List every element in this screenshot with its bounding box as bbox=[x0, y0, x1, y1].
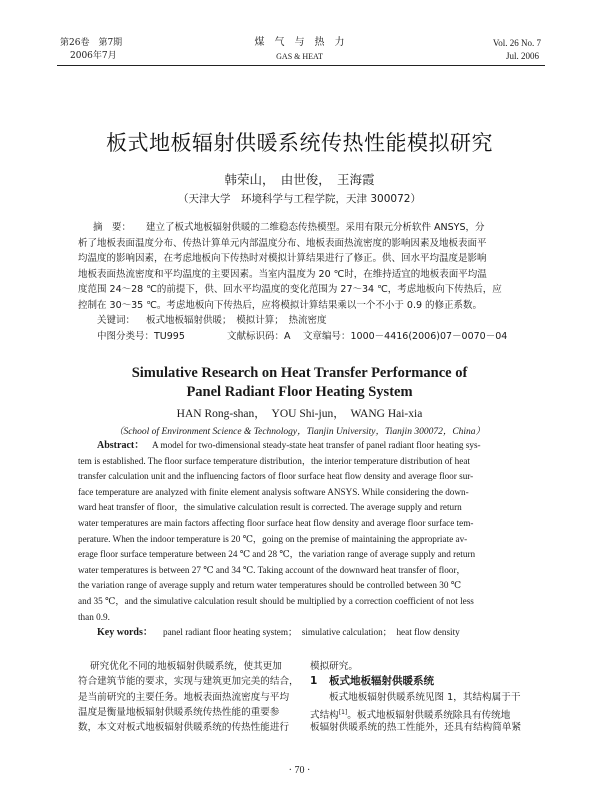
abstract-en-line: face temperature are analyzed with finite element analysis software ANSYS. While considering the down- bbox=[78, 486, 469, 497]
abstract-cn-line: 度范围 24～28 ℃的前提下，供、回水平均温度的变化范围为 27～34 ℃，考虑地板向下传热后，应 bbox=[78, 284, 502, 295]
abstract-en-line: than 0.9. bbox=[78, 611, 110, 622]
body-right-line: 板辐射供暖系统的热工性能外，还具有结构简单紧 bbox=[310, 722, 522, 734]
body-left-line: 符合建筑节能的要求，实现与建筑更加完美的结合， bbox=[78, 676, 299, 688]
body-left-line: 研究优化不同的地板辐射供暖系统，使其更加 bbox=[90, 661, 282, 672]
keywords-en: panel radiant floor heating system； simulative calculation； heat flow density bbox=[163, 627, 460, 638]
body-left-line: 数，本文对板式地板辐射供暖系统的传热性能进行 bbox=[78, 722, 290, 734]
document-code: 文献标识码：A bbox=[227, 330, 291, 342]
abstract-cn-line: 控制在 30～35 ℃。考虑地板向下传热后，应将模拟计算结果乘以一个不小于 0.9 的修正系数。 bbox=[78, 299, 483, 311]
abstract-cn-line: 析了地板表面温度分布、传热计算单元内部温度分布、地板表面热流密度的影响因素及地板表面平 bbox=[78, 237, 487, 249]
section-heading: 板式地板辐射供暖系统 bbox=[329, 675, 434, 688]
journal-name: 煤 气 与 热 力 bbox=[254, 37, 345, 48]
abstract-en-line: and 35 ℃，and the simulative calculation result should be multiplied by a correction coefficient of not less bbox=[78, 596, 474, 606]
page-number: · 70 · bbox=[288, 765, 311, 776]
section-number: 1 bbox=[310, 675, 318, 688]
abstract-cn-line: 地板表面热流密度和平均温度的主要因素。当室内温度为 20 ℃时，在维持适宜的地板表面平均温 bbox=[78, 268, 487, 280]
abstract-en-label: Abstract： bbox=[97, 440, 145, 451]
authors-en: HAN Rong-shan， YOU Shi-jun， WANG Hai-xia bbox=[176, 408, 423, 420]
abstract-en-line: water temperatures are main factors affecting floor surface heat flow density and average floor surface tem- bbox=[78, 518, 474, 528]
affiliation-cn: （天津大学 环境科学与工程学院，天津 300072） bbox=[178, 193, 421, 205]
body-right-text: 。板式地板辐射供暖系统除具有传统地 bbox=[347, 710, 511, 722]
body-left-line: 是当前研究的主要任务。地板表面热流密度与平均 bbox=[78, 691, 290, 703]
abstract-cn-line: 均温度的影响因素，在考虑地板向下传热时对模拟计算结果进行了修正。供、回水平均温度是影响 bbox=[78, 253, 487, 264]
journal-volume-en: Vol. 26 No. 7 bbox=[492, 38, 541, 48]
authors-cn: 韩荣山， 由世俊， 王海霞 bbox=[224, 172, 375, 187]
clc-number: 中图分类号：TU995 bbox=[97, 330, 185, 342]
abstract-en-line: perature. When the indoor temperature is 20 ℃，going on the premise of maintaining the appropriate av- bbox=[78, 533, 468, 544]
abstract-cn-line: 建立了板式地板辐射供暖的二维稳态传热模型。采用有限元分析软件 ANSYS，分 bbox=[146, 222, 485, 233]
journal-date-en: Jul. 2006 bbox=[505, 51, 539, 61]
title-cn: 板式地板辐射供暖系统传热性能模拟研究 bbox=[106, 131, 493, 155]
abstract-en-line: tem is established. The floor surface temperature distribution，the interior temperature distribution of heat bbox=[78, 455, 470, 466]
abstract-en-line: erage floor surface temperature between 24 ℃ and 28 ℃，the variation range of average supply and return bbox=[78, 549, 476, 560]
body-right-line: 模拟研究。 bbox=[310, 661, 358, 672]
keywords-cn-label: 关键词： bbox=[97, 315, 136, 326]
body-right-text: 式结构 bbox=[310, 710, 339, 722]
abstract-en-line: water temperatures is between 27 ℃ and 34 ℃. Taking account of the downward heat transfer of floor， bbox=[78, 564, 466, 575]
article-number: 文章编号：1000－4416(2006)07－0070－04 bbox=[303, 330, 508, 342]
header-rule bbox=[57, 65, 545, 66]
journal-volume: 第26卷 第7期 bbox=[60, 38, 123, 48]
title-en-line1: Simulative Research on Heat Transfer Performance of bbox=[131, 365, 468, 381]
title-en-line2: Panel Radiant Floor Heating System bbox=[186, 384, 413, 400]
body-left-line: 温度是衡量地板辐射供暖系统传热性能的重要参 bbox=[78, 706, 280, 718]
body-right-line: 板式地板辐射供暖系统见图 1，其结构属于干 bbox=[329, 691, 521, 703]
abstract-en-line: the variation range of average supply and return water temperatures should be controlled between 30 ℃ bbox=[78, 580, 461, 591]
keywords-cn: 板式地板辐射供暖； 模拟计算； 热流密度 bbox=[146, 315, 327, 326]
keywords-en-label: Key words： bbox=[97, 627, 153, 639]
journal-date: 2006年7月 bbox=[70, 51, 117, 61]
abstract-en-line: ward heat transfer of floor，the simulative calculation result is corrected. The average supply and return bbox=[78, 502, 462, 513]
journal-name-en: GAS & HEAT bbox=[276, 52, 323, 61]
abstract-en-line: A model for two-dimensional steady-state heat transfer of panel radiant floor heating sys- bbox=[152, 440, 481, 450]
citation-ref: [1] bbox=[338, 708, 348, 716]
affiliation-en: （School of Environment Science & Technology，Tianjin University，Tianjin 300072，China） bbox=[113, 427, 486, 437]
abstract-en-line: transfer calculation unit and the influencing factors of floor surface heat flow density and average floor sur- bbox=[78, 471, 474, 482]
abstract-cn-label: 摘 要： bbox=[93, 222, 132, 233]
